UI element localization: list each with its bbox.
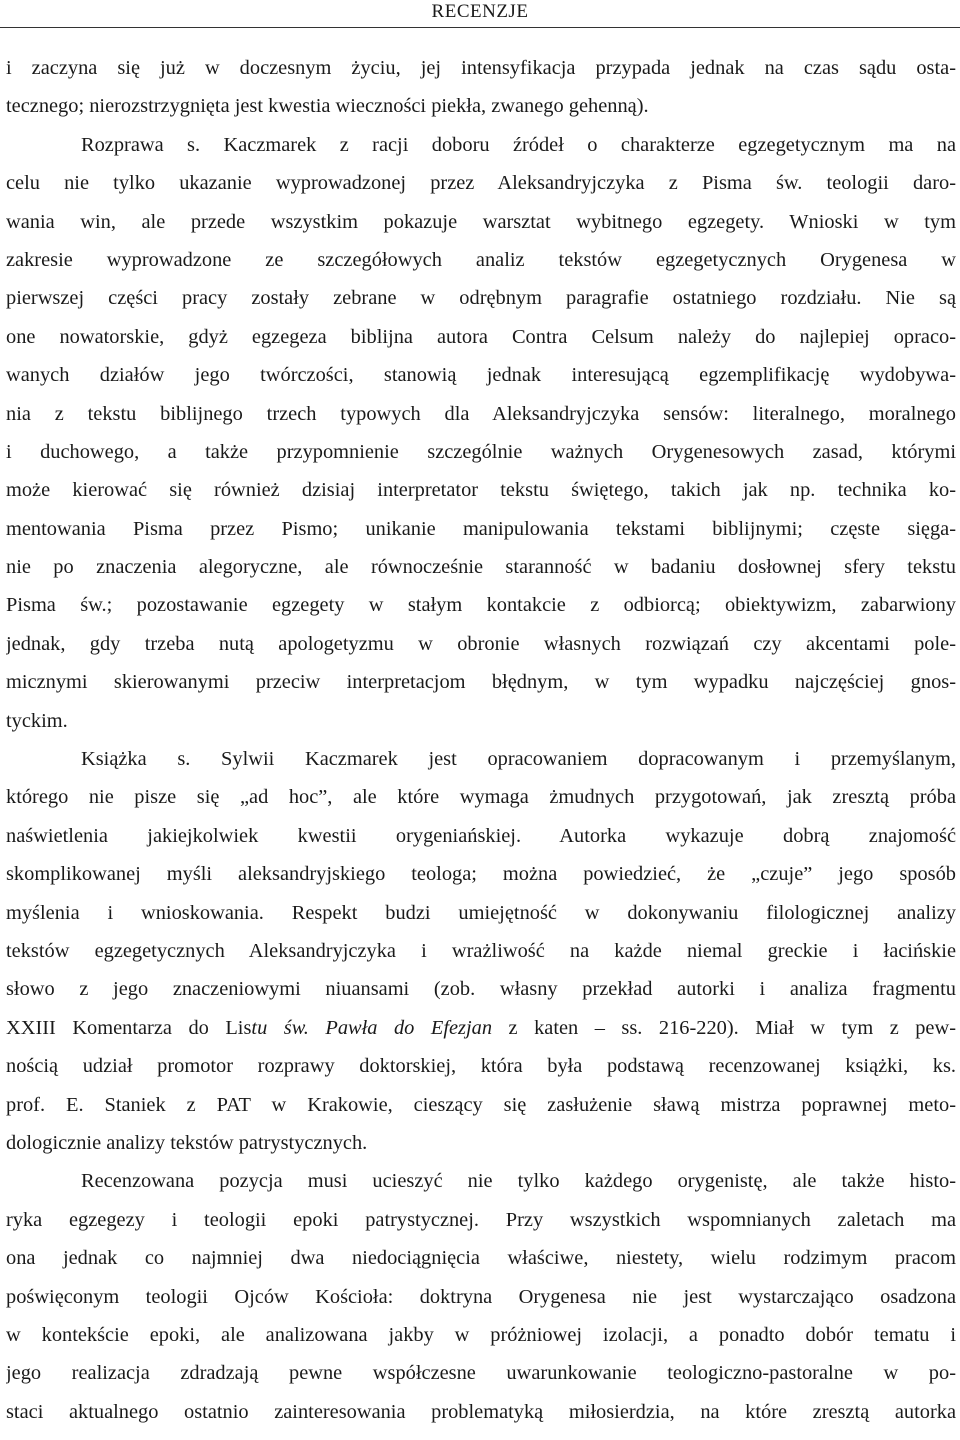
text-line: tekstów egzegetycznych Aleksandryjczyka i wrażliwość na każde niemal greckie i łacińskie (6, 939, 956, 962)
text-line: zakresie wyprowadzone ze szczegółowych analiz tekstów egzegetycznych Orygenesa w (6, 248, 956, 271)
paragraph-4 (6, 1162, 956, 1431)
text-run: XXIII Komentarza do Lis (6, 1016, 252, 1039)
text-line: tecznego; nierozstrzygnięta jest kwestia wieczności piekła, zwanego gehenną). (6, 95, 649, 118)
text-line: prof. E. Staniek z PAT w Krakowie, cieszący się zasłużenie sławą mistrza poprawnej meto- (6, 1093, 956, 1116)
text-line: Rozprawa s. Kaczmarek z racji doboru źródeł o charakterze egzegetycznym ma na (81, 133, 956, 156)
text-line-with-italic-title (6, 1009, 956, 1047)
text-line: wanych działów jego twórczości, stanowią jednak interesującą egzemplifikację wydobywa- (6, 364, 956, 387)
text-line: poświęconym teologii Ojców Kościoła: doktryna Orygenesa nie jest wystarczająco osadzona (6, 1285, 956, 1308)
text-line: jego realizacja zdradzają pewne współczesne uwarunkowanie teologiczno-pastoralne w po- (6, 1362, 956, 1385)
text-line: słowo z jego znaczeniowymi niuansami (zob. własny przekład autorki i analiza fragmentu (6, 978, 956, 1001)
review-text (6, 49, 956, 1431)
text-line: Recenzowana pozycja musi ucieszyć nie tylko każdego orygenistę, ale także histo- (81, 1170, 956, 1193)
paragraph-2 (6, 126, 956, 740)
text-line: celu nie tylko ukazanie wyprowadzonej przez Aleksandryjczyka z Pisma św. teologii daro- (6, 172, 956, 195)
text-line: one nowatorskie, gdyż egzegeza biblijna autora Contra Celsum należy do najlepiej opraco- (6, 325, 956, 348)
header-rule (0, 27, 960, 28)
text-line: mentowania Pisma przez Pismo; unikanie manipulowania tekstami biblijnymi; częste sięga- (6, 517, 956, 540)
text-line: skomplikowanej myśli aleksandryjskiego teologa; można powiedzieć, że „czuje” jego sposób (6, 863, 956, 886)
text-line: nością udział promotor rozprawy doktorskiej, która była podstawą recenzowanej książki, ks. (6, 1055, 956, 1078)
text-line: micznymi skierowanymi przeciw interpretacjom błędnym, w tym wypadku najczęściej gnos- (6, 671, 956, 694)
running-header: RECENZJE (431, 1, 529, 22)
text-line: i duchowego, a także przypomnienie szczególnie ważnych Orygenesowych zasad, którymi (6, 440, 956, 463)
paragraph-1 (6, 49, 956, 126)
text-line: nia z tekstu biblijnego trzech typowych dla Aleksandryjczyka sensów: literalnego, moralnego (6, 402, 956, 425)
paragraph-3 (6, 740, 956, 1162)
text-line: wania win, ale przede wszystkim pokazuje warsztat wybitnego egzegety. Wnioski w tym (6, 210, 956, 233)
text-line: naświetlenia jakiejkolwiek kwestii orygeniańskiej. Autorka wykazuje dobrą znajomość (6, 824, 956, 847)
text-line: dologicznie analizy tekstów patrystycznych. (6, 1131, 368, 1154)
italic-title: tu św. Pawła do Efezjan (251, 1016, 493, 1039)
text-line: tyckim. (6, 709, 68, 732)
text-line: może kierować się również dzisiaj interpretator tekstu świętego, takich jak np. technika ko- (6, 479, 956, 502)
text-line: ona jednak co najmniej dwa niedociągnięcia właściwe, niestety, wielu rodzimym pracom (6, 1247, 956, 1270)
text-line: Pisma św.; pozostawanie egzegety w stałym kontakcie z odbiorcą; obiektywizm, zabarwiony (6, 594, 956, 617)
text-line: w kontekście epoki, ale analizowana jakby w próżniowej izolacji, a ponadto dobór tematu i (6, 1323, 956, 1346)
text-line: ryka egzegezy i teologii epoki patrystycznej. Przy wszystkich wspomnianych zaletach ma (6, 1208, 956, 1231)
text-run: z katen – ss. 216-220). Miał w tym z pew- (492, 1016, 956, 1039)
text-line: którego nie pisze się „ad hoc”, ale które wymaga żmudnych przygotowań, jak zresztą próba (6, 786, 956, 809)
text-line: pierwszej części pracy zostały zebrane w odrębnym paragrafie ostatniego rozdziału. Nie są (6, 287, 956, 310)
text-line: jednak, gdy trzeba nutą apologetyzmu w obronie własnych rozwiązań czy akcentami pole- (6, 632, 956, 655)
text-line: nie po znaczenia alegoryczne, ale równocześnie staranność w badaniu dosłownej sfery tekstu (6, 556, 956, 579)
text-line: myślenia i wnioskowania. Respekt budzi umiejętność w dokonywaniu filologicznej analizy (6, 901, 956, 924)
text-line: Książka s. Sylwii Kaczmarek jest opracowaniem dopracowanym i przemyślanym, (81, 748, 956, 771)
text-line: staci aktualnego ostatnio zainteresowania problematyką miłosierdzia, na które zresztą autorka (6, 1400, 956, 1423)
text-line: i zaczyna się już w doczesnym życiu, jej intensyfikacja przypada jednak na czas sądu osta- (6, 57, 956, 79)
